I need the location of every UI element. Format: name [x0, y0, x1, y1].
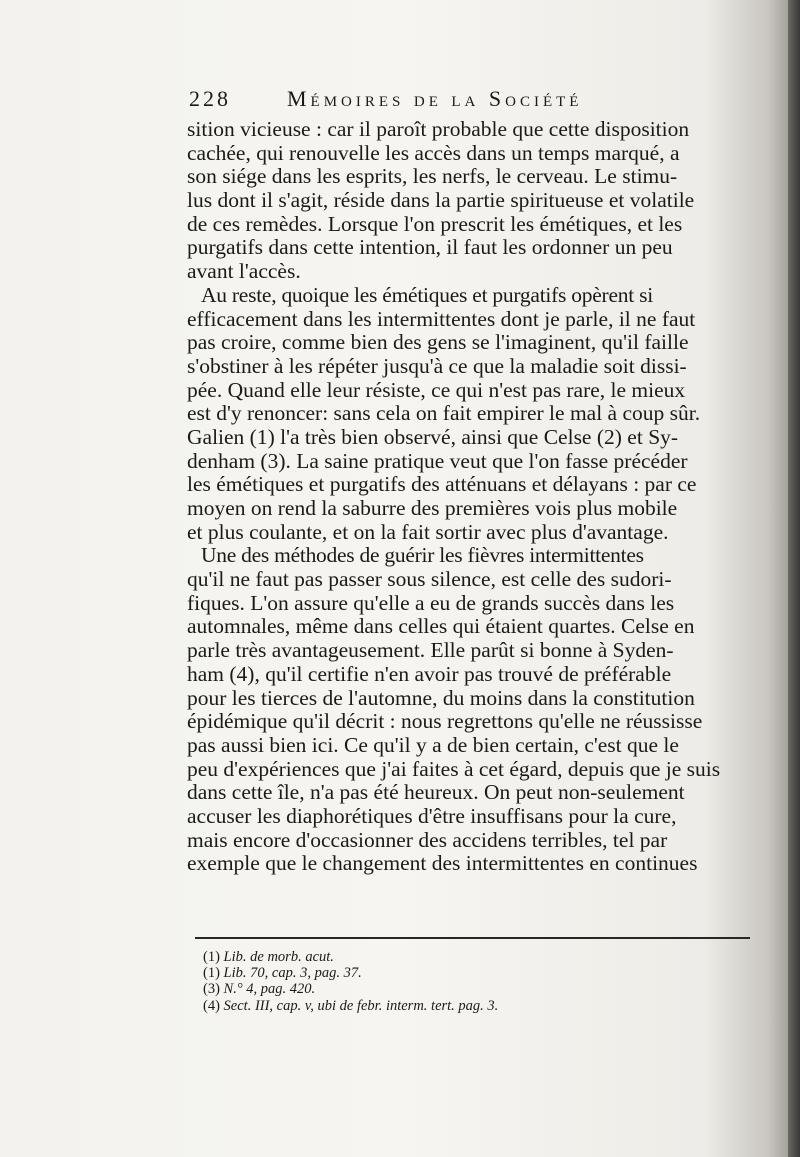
text-line: les émétiques et purgatifs des atténuans et délayans : par ce [187, 473, 697, 497]
footnote-text: N.° 4, pag. 420. [223, 981, 316, 998]
footnote-mark: (1) [203, 965, 220, 982]
text-line: purgatifs dans cette intention, il faut les ordonner un peu [187, 236, 673, 260]
text-line: Galien (1) l'a très bien observé, ainsi que Celse (2) et Sy- [187, 425, 679, 449]
text-line: sition vicieuse : car il paroît probable que cette disposition [187, 118, 690, 141]
footnote-mark: (4) [203, 997, 220, 1014]
text-line: mais encore d'occasionner des accidens terribles, tel par [187, 828, 668, 852]
text-line: qu'il ne faut pas passer sous silence, est celle des sudori- [187, 568, 672, 592]
running-title: Mémoires de la Société [287, 86, 583, 111]
text-line: est d'y renoncer: sans cela on fait empirer le mal à coup sûr. [187, 402, 701, 426]
footnote [203, 981, 743, 997]
footnote [203, 949, 743, 965]
footnote [203, 998, 743, 1014]
text-line: pour les tierces de l'automne, du moins dans la constitution [187, 686, 695, 710]
text-line: pas aussi bien ici. Ce qu'il y a de bien certain, c'est que le [187, 733, 679, 757]
footnote-mark: (1) [203, 949, 220, 965]
footnote [203, 965, 743, 981]
running-header [189, 86, 669, 116]
text-line: dans cette île, n'a pas été heureux. On peut non-seulement [187, 781, 685, 805]
text-line: cachée, qui renouvelle les accès dans un temps marqué, a [187, 141, 680, 165]
text-line: efficacement dans les intermittentes dont je parle, il ne faut [187, 307, 696, 331]
text-line: Une des méthodes de guérir les fièvres intermittentes [201, 544, 644, 568]
text-line: peu d'expériences que j'ai faites à cet égard, depuis que je suis [187, 757, 721, 781]
text-line: moyen on rend la saburre des premières vois plus mobile [187, 497, 678, 520]
footnote-rule [195, 937, 750, 939]
text-line: épidémique qu'il décrit : nous regrettons qu'elle ne réussisse [187, 710, 703, 734]
body-text [187, 118, 752, 876]
text-line: accuser les diaphorétiques d'être insuffisans pour la cure, [187, 804, 677, 828]
text-line: et plus coulante, et on la fait sortir avec plus d'avantage. [187, 520, 669, 544]
footnote-text: Sect. III, cap. v, ubi de febr. interm. tert. pag. 3. [223, 997, 499, 1014]
text-line: de ces remèdes. Lorsque l'on prescrit les émétiques, et les [187, 212, 683, 236]
text-line: avant l'accès. [187, 260, 301, 284]
footnote-mark: (3) [203, 981, 220, 998]
text-line: parle très avantageusement. Elle parût si bonne à Syden- [187, 639, 674, 663]
text-line: exemple que le changement des intermittentes en continues [187, 852, 698, 876]
page-edge-shadow [788, 0, 800, 1157]
text-line: pas croire, comme bien des gens se l'imaginent, qu'il faille [187, 331, 689, 355]
text-line: pée. Quand elle leur résiste, ce qui n'est pas rare, le mieux [187, 378, 686, 402]
text-line: son siége dans les esprits, les nerfs, le cerveau. Le stimu- [187, 165, 678, 189]
text-line: ham (4), qu'il certifie n'en avoir pas trouvé de préférable [187, 662, 672, 686]
text-line: fiques. L'on assure qu'elle a eu de grands succès dans les [187, 591, 675, 615]
text-line: s'obstiner à les répéter jusqu'à ce que la maladie soit dissi- [187, 354, 687, 378]
footnote-text: Lib. de morb. acut. [223, 949, 334, 965]
footnote-text: Lib. 70, cap. 3, pag. 37. [223, 965, 362, 982]
text-line: Au reste, quoique les émétiques et purgatifs opèrent si [201, 283, 653, 307]
text-line: automnales, même dans celles qui étaient quartes. Celse en [187, 615, 695, 639]
text-line: denham (3). La saine pratique veut que l'on fasse précéder [187, 449, 688, 473]
text-line: lus dont il s'agit, réside dans la partie spiritueuse et volatile [187, 189, 695, 213]
page-number: 228 [189, 86, 231, 111]
footnotes [203, 949, 743, 1014]
